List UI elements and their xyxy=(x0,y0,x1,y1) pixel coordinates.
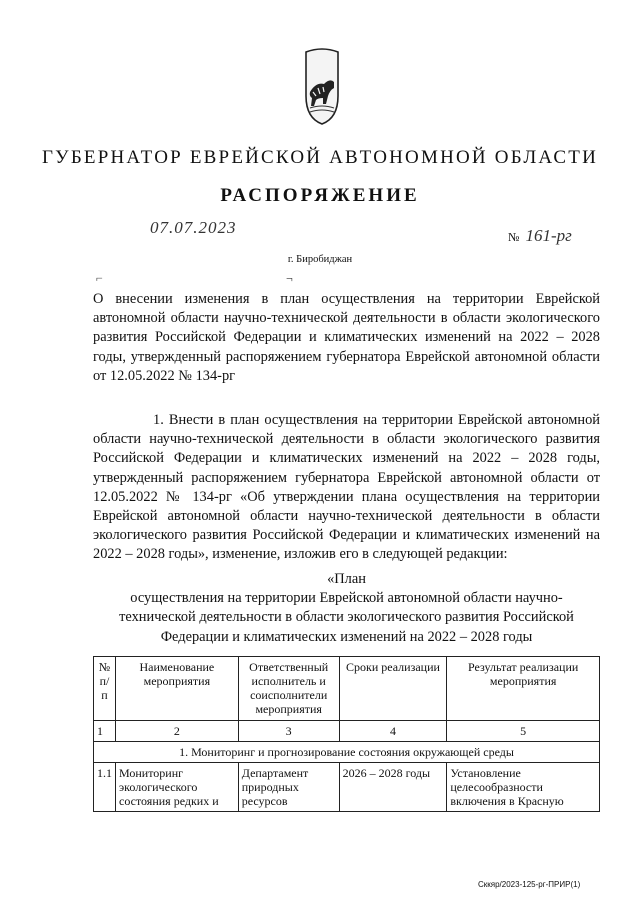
footer-code: Сккяр/2023-125-рг-ПРИР(1) xyxy=(478,880,581,889)
table-cell: 1.1 xyxy=(94,763,116,812)
column-number-cell: 3 xyxy=(238,721,339,742)
number-prefix: № xyxy=(508,230,520,244)
number-value: 161-рг xyxy=(525,226,572,245)
document-subject: О внесении изменения в план осуществления на территории Еврейской автономной области научно-технической деятельности в области экологического развития Российской Федерации и климатических изменений на 2022 – 2028 годы, утвержденный распоряжением губернатора Еврейской автономной области от 12.05.2022 № 134-рг xyxy=(93,291,600,384)
corner-mark-left: ⌐ xyxy=(96,271,103,285)
document-date: 07.07.2023 xyxy=(150,218,237,237)
table-row xyxy=(94,763,600,812)
column-number-cell: 1 xyxy=(94,721,116,742)
table-header-cell: Наименование мероприятия xyxy=(116,657,239,721)
table-cell: 2026 – 2028 годы xyxy=(339,763,447,812)
table-header-cell: Ответственный исполнитель и соисполнители мероприятия xyxy=(238,657,339,721)
body-paragraph xyxy=(93,411,600,565)
column-number-cell: 2 xyxy=(116,721,239,742)
plan-description: осуществления на территории Еврейской автономной области научно-технической деятельности в области экологического развития Российской Федерации и климатических изменений на 2022 – 2028 годы xyxy=(119,590,574,645)
table-cell: Установление целесообразности включения в Красную xyxy=(447,763,600,812)
body-text: 1. Внести в план осуществления на территории Еврейской автономной области научно-технической деятельности в области экологического развития Российской Федерации и климатических изменений на 2022 – 2028 годы, утвержденный распоряжением губернатора Еврейской автономной области от 12.05.2022 № 134-рг «Об утверждении плана осуществления на территории Еврейской автономной области научно-технической деятельности в области экологического развития Российской Федерации и климатических изменений на 2022 – 2028 годы», изменение, изложив его в следующей редакции: xyxy=(93,412,600,563)
section-title-cell: 1. Мониторинг и прогнозирование состояния окружающей среды xyxy=(94,742,600,763)
table-header-row xyxy=(94,657,600,721)
table-number-row xyxy=(94,721,600,742)
governor-header: ГУБЕРНАТОР ЕВРЕЙСКОЙ АВТОНОМНОЙ ОБЛАСТИ xyxy=(41,147,598,168)
table-header-cell: Результат реализации мероприятия xyxy=(447,657,600,721)
city-label: г. Биробиджан xyxy=(287,254,353,265)
table-cell: Департамент природных ресурсов xyxy=(238,763,339,812)
coat-of-arms-emblem xyxy=(304,48,340,126)
plan-title xyxy=(93,570,600,647)
table-header-cell: № п/п xyxy=(94,657,116,721)
column-number-cell: 5 xyxy=(447,721,600,742)
table-section-row xyxy=(94,742,600,763)
corner-mark-right: ¬ xyxy=(286,271,293,285)
document-type: РАСПОРЯЖЕНИЕ xyxy=(220,185,420,206)
table-header-cell: Сроки реализации xyxy=(339,657,447,721)
table-cell: Мониторинг экологического состояния редких и xyxy=(116,763,239,812)
column-number-cell: 4 xyxy=(339,721,447,742)
document-number xyxy=(508,226,572,246)
plan-table xyxy=(93,656,600,812)
plan-heading: «План xyxy=(327,571,366,587)
